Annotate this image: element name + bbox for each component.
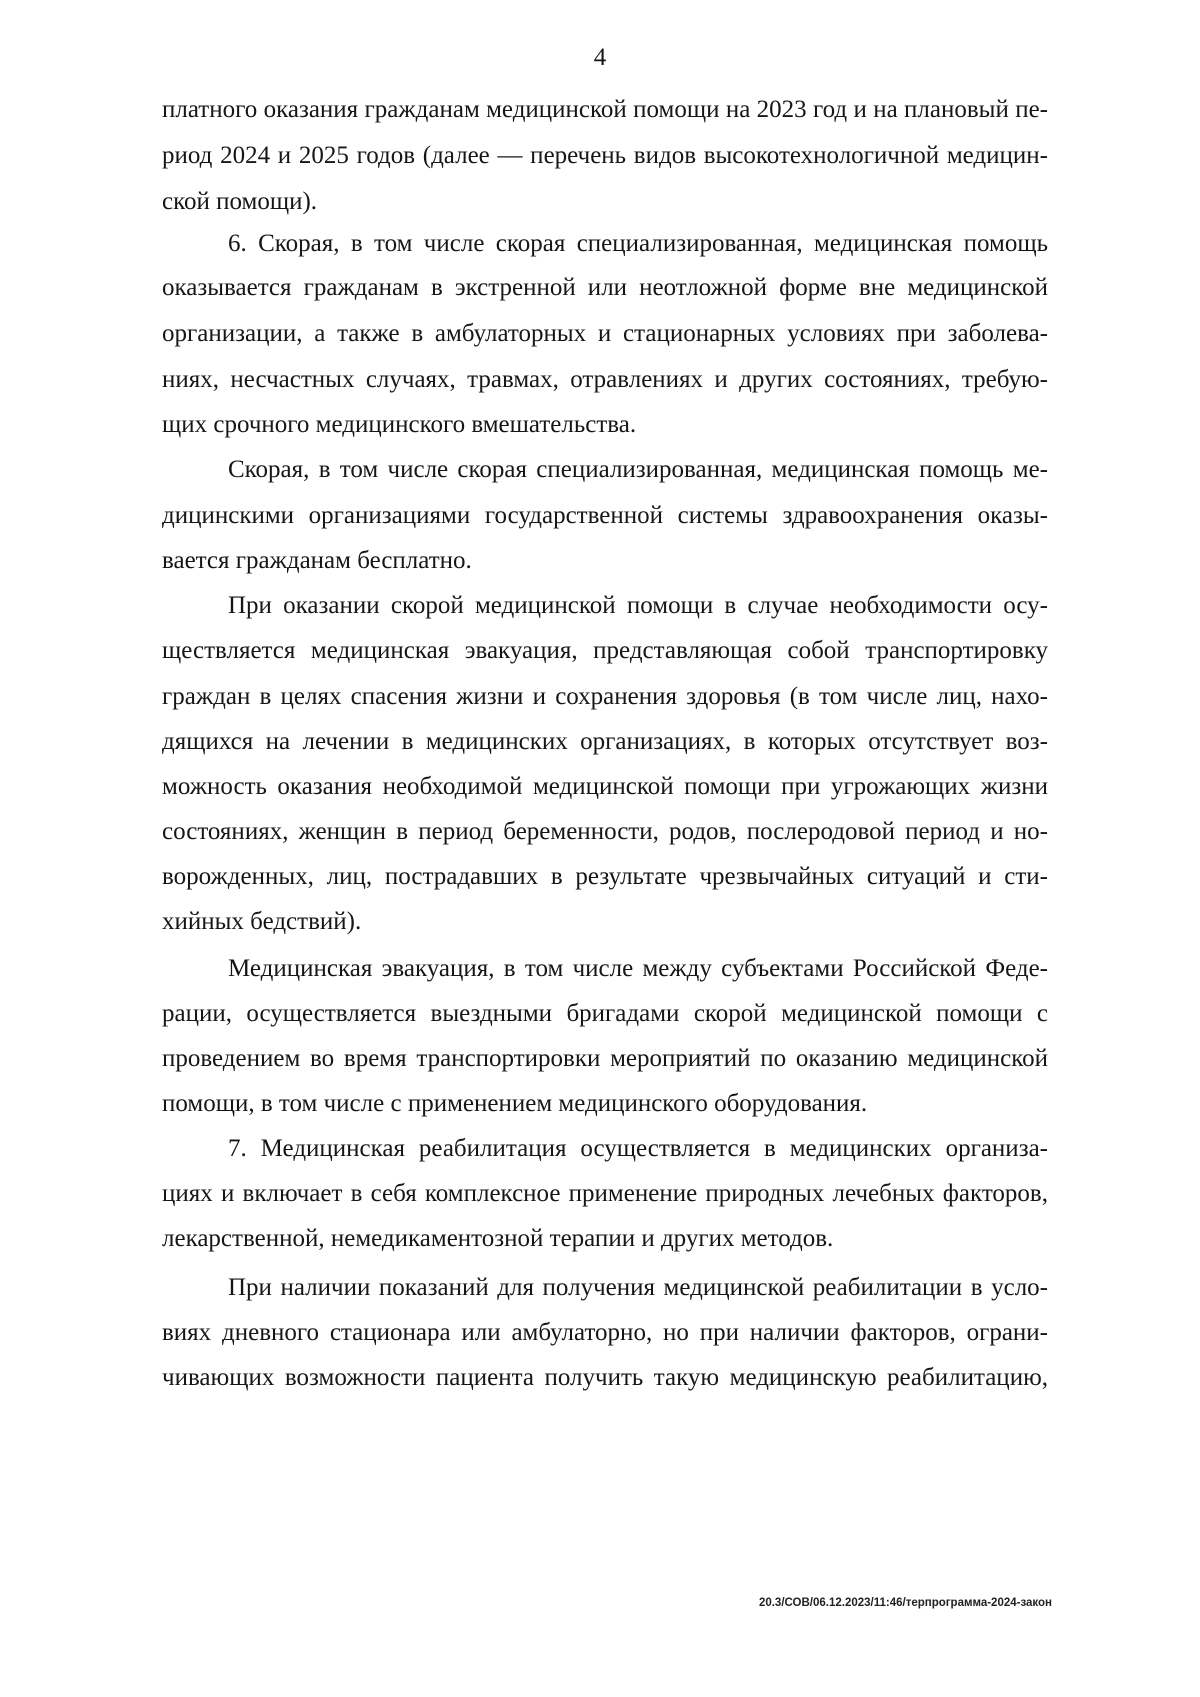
footer-reference: 20.3/СОВ/06.12.2023/11:46/терпрограмма-2024-закон bbox=[758, 1597, 1052, 1609]
text-line: ворожденных, лиц, пострадавших в результате чрезвычайных ситуаций и сти- bbox=[162, 863, 1048, 890]
paragraph-start-line: 7. Медицинская реабилитация осуществляется в медицинских организа- bbox=[228, 1135, 1048, 1162]
text-line: помощи, в том числе с применением медицинского оборудования. bbox=[162, 1090, 868, 1117]
text-line: дящихся на лечении в медицинских организациях, в которых отсутствует воз- bbox=[162, 728, 1048, 755]
paragraph-start-line: 6. Скорая, в том числе скорая специализированная, медицинская помощь bbox=[228, 230, 1048, 257]
text-line: оказывается гражданам в экстренной или неотложной форме вне медицинской bbox=[162, 274, 1048, 301]
paragraph-start-line: При наличии показаний для получения медицинской реабилитации в усло- bbox=[228, 1274, 1048, 1301]
text-line: чивающих возможности пациента получить такую медицинскую реабилитацию, bbox=[162, 1364, 1048, 1391]
text-line: ской помощи). bbox=[162, 188, 318, 215]
text-line: платного оказания гражданам медицинской помощи на 2023 год и на плановый пе- bbox=[162, 96, 1048, 123]
text-line: виях дневного стационара или амбулаторно, но при наличии факторов, ограни- bbox=[162, 1319, 1048, 1346]
text-line: щих срочного медицинского вмешательства. bbox=[162, 411, 637, 438]
text-line: вается гражданам бесплатно. bbox=[162, 547, 472, 574]
paragraph-start-line: Медицинская эвакуация, в том числе между субъектами Российской Феде- bbox=[228, 955, 1048, 982]
text-line: ществляется медицинская эвакуация, представляющая собой транспортировку bbox=[162, 637, 1048, 664]
page-number: 4 bbox=[593, 44, 607, 71]
text-line: циях и включает в себя комплексное применение природных лечебных факторов, bbox=[162, 1180, 1048, 1207]
paragraph-start-line: Скорая, в том числе скорая специализированная, медицинская помощь ме- bbox=[228, 456, 1048, 483]
text-line: риод 2024 и 2025 годов (далее — перечень видов высокотехнологичной медицин- bbox=[162, 142, 1048, 169]
text-line: рации, осуществляется выездными бригадами скорой медицинской помощи с bbox=[162, 1000, 1048, 1027]
text-line: организации, а также в амбулаторных и стационарных условиях при заболева- bbox=[162, 320, 1048, 347]
text-line: состояниях, женщин в период беременности, родов, послеродовой период и но- bbox=[162, 818, 1048, 845]
text-line: дицинскими организациями государственной системы здравоохранения оказы- bbox=[162, 502, 1048, 529]
text-line: можность оказания необходимой медицинской помощи при угрожающих жизни bbox=[162, 773, 1048, 800]
paragraph-start-line: При оказании скорой медицинской помощи в случае необходимости осу- bbox=[228, 592, 1048, 619]
text-line: хийных бедствий). bbox=[162, 908, 362, 935]
text-line: проведением во время транспортировки мероприятий по оказанию медицинской bbox=[162, 1045, 1048, 1072]
text-line: ниях, несчастных случаях, травмах, отравлениях и других состояниях, требую- bbox=[162, 366, 1048, 393]
text-line: граждан в целях спасения жизни и сохранения здоровья (в том числе лиц, нахо- bbox=[162, 683, 1048, 710]
text-line: лекарственной, немедикаментозной терапии и других методов. bbox=[162, 1225, 834, 1252]
